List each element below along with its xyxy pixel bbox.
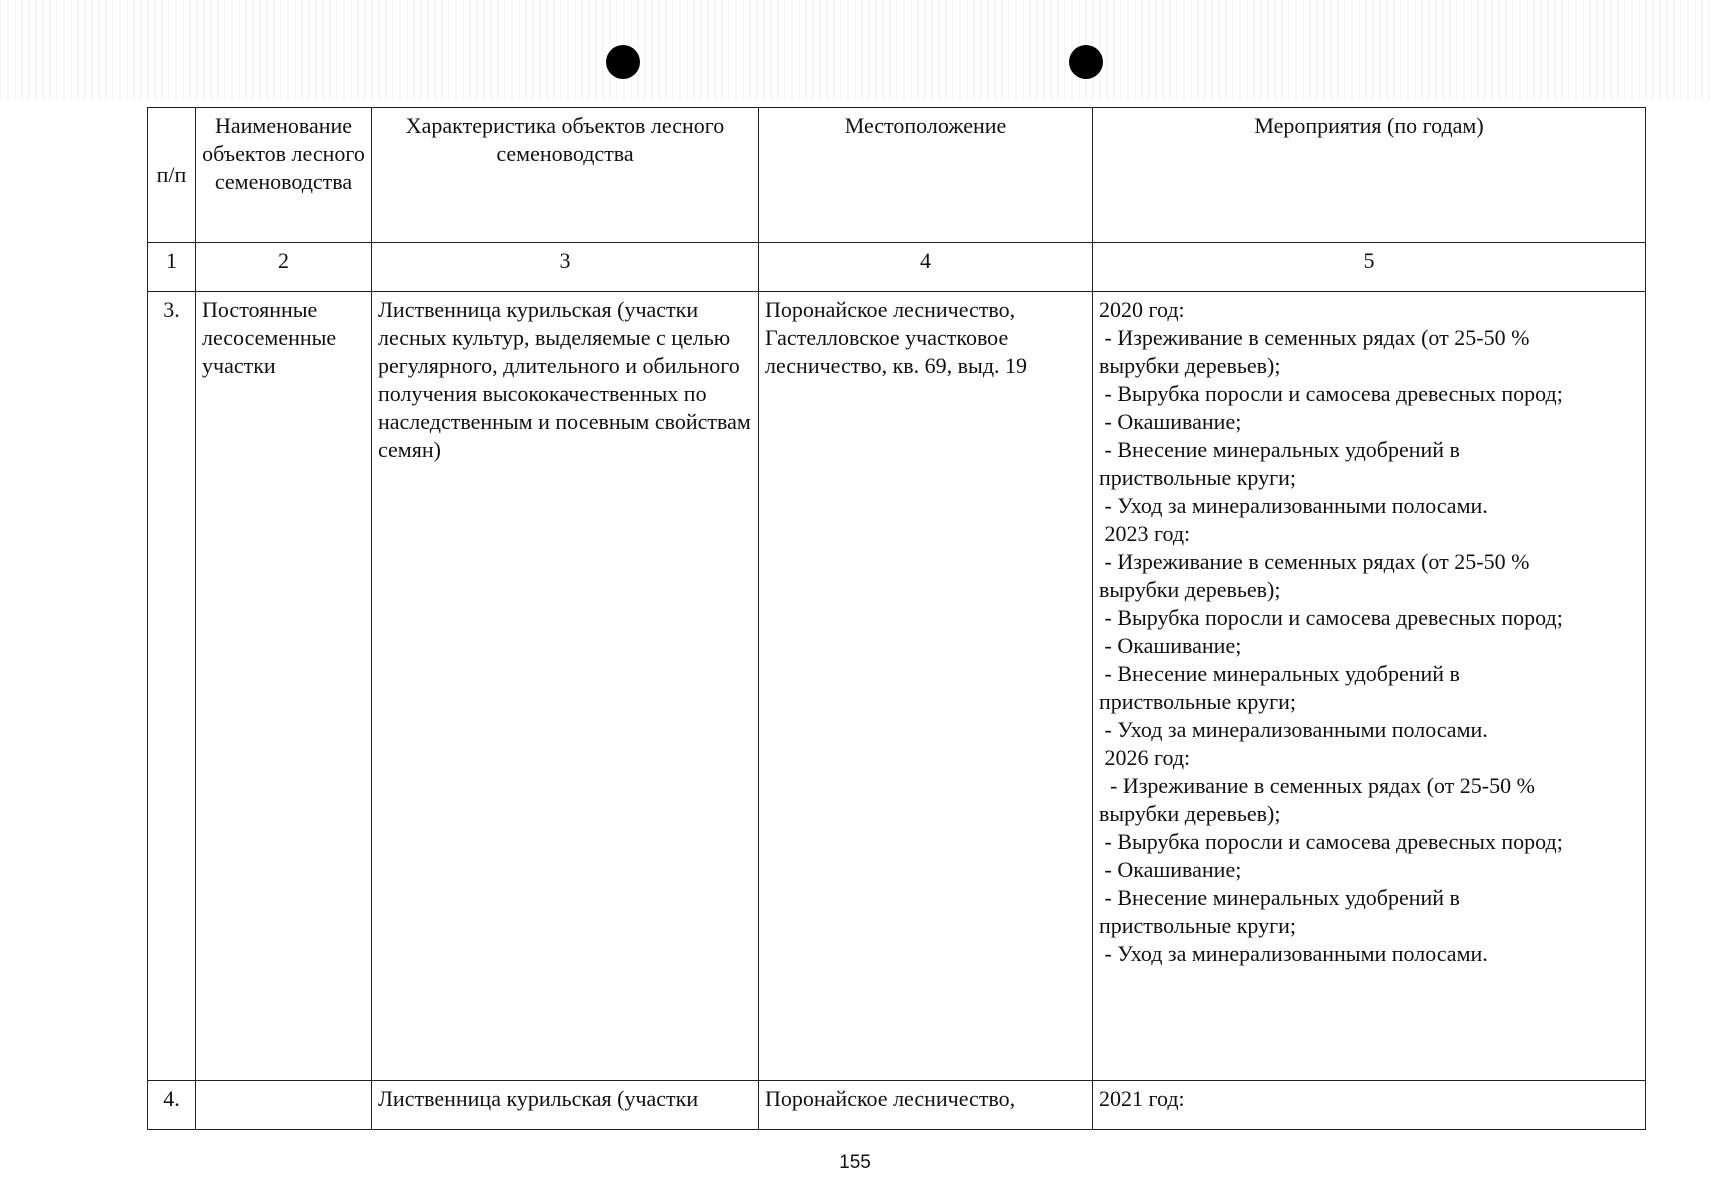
column-number: 2 [196, 243, 372, 292]
page-number: 155 [839, 1152, 871, 1173]
column-number: 4 [759, 243, 1093, 292]
header-number: п/п [148, 108, 196, 243]
activity-line: - Окашивание; [1099, 857, 1242, 882]
activity-line: - Изреживание в семенных рядах (от 25-50 % [1099, 325, 1530, 350]
header-row [148, 108, 1646, 243]
activity-line: - Внесение минеральных удобрений в [1099, 437, 1460, 462]
header-location: Местоположение [759, 108, 1093, 243]
activity-line: - Вырубка поросли и самосева древесных пород; [1099, 381, 1563, 406]
activity-line: - Окашивание; [1099, 633, 1242, 658]
activity-line: - Уход за минерализованными полосами. [1099, 717, 1488, 742]
activity-line: вырубки деревьев); [1099, 353, 1281, 378]
row-object-name [196, 1081, 372, 1130]
activity-line: - Внесение минеральных удобрений в [1099, 661, 1460, 686]
row-location: Поронайское лесничество, [759, 1081, 1093, 1130]
table-row [148, 1081, 1646, 1130]
row-characteristic: Лиственница курильская (участки [372, 1081, 759, 1130]
activity-line: - Вырубка поросли и самосева древесных пород; [1099, 605, 1563, 630]
activity-line: 2023 год: [1099, 521, 1191, 546]
row-number: 3. [148, 292, 196, 1081]
punch-hole-right [1069, 45, 1103, 79]
activity-line: приствольные круги; [1099, 689, 1297, 714]
row-location: Поронайское лесничество, Гастелловское участковое лесничество, кв. 69, выд. 19 [759, 292, 1093, 1081]
header-name: Наименование объектов лесного семеноводства [196, 108, 372, 243]
column-number: 1 [148, 243, 196, 292]
activity-line: вырубки деревьев); [1099, 801, 1281, 826]
activity-line: вырубки деревьев); [1099, 577, 1281, 602]
column-number-row [148, 243, 1646, 292]
activity-line: - Уход за минерализованными полосами. [1099, 493, 1488, 518]
row-characteristic: Лиственница курильская (участки лесных культур, выделяемые с целью регулярного, длительного и обильного получения высококачественных по наследственным и посевным свойствам семян) [372, 292, 759, 1081]
seed-objects-table [147, 107, 1646, 1130]
activity-line: 2020 год: [1099, 297, 1185, 322]
row-object-name: Постоянные лесосеменные участки [196, 292, 372, 1081]
activity-line: - Окашивание; [1099, 409, 1242, 434]
activity-line: приствольные круги; [1099, 913, 1297, 938]
activity-line: - Уход за минерализованными полосами. [1099, 941, 1488, 966]
row-number: 4. [148, 1081, 196, 1130]
row-activities [1093, 292, 1646, 1081]
activity-line: - Вырубка поросли и самосева древесных пород; [1099, 829, 1563, 854]
table-row [148, 292, 1646, 1081]
header-characteristic: Характеристика объектов лесного семеноводства [372, 108, 759, 243]
scan-artifacts [0, 0, 1710, 100]
column-number: 3 [372, 243, 759, 292]
punch-hole-left [606, 45, 640, 79]
column-number: 5 [1093, 243, 1646, 292]
activity-line: 2021 год: [1099, 1086, 1185, 1111]
activity-line: 2026 год: [1099, 745, 1191, 770]
activity-line: приствольные круги; [1099, 465, 1297, 490]
activity-line: - Изреживание в семенных рядах (от 25-50 % [1099, 773, 1535, 798]
row-activities [1093, 1081, 1646, 1130]
activity-line: - Внесение минеральных удобрений в [1099, 885, 1460, 910]
header-activities: Мероприятия (по годам) [1093, 108, 1646, 243]
activity-line: - Изреживание в семенных рядах (от 25-50 % [1099, 549, 1530, 574]
